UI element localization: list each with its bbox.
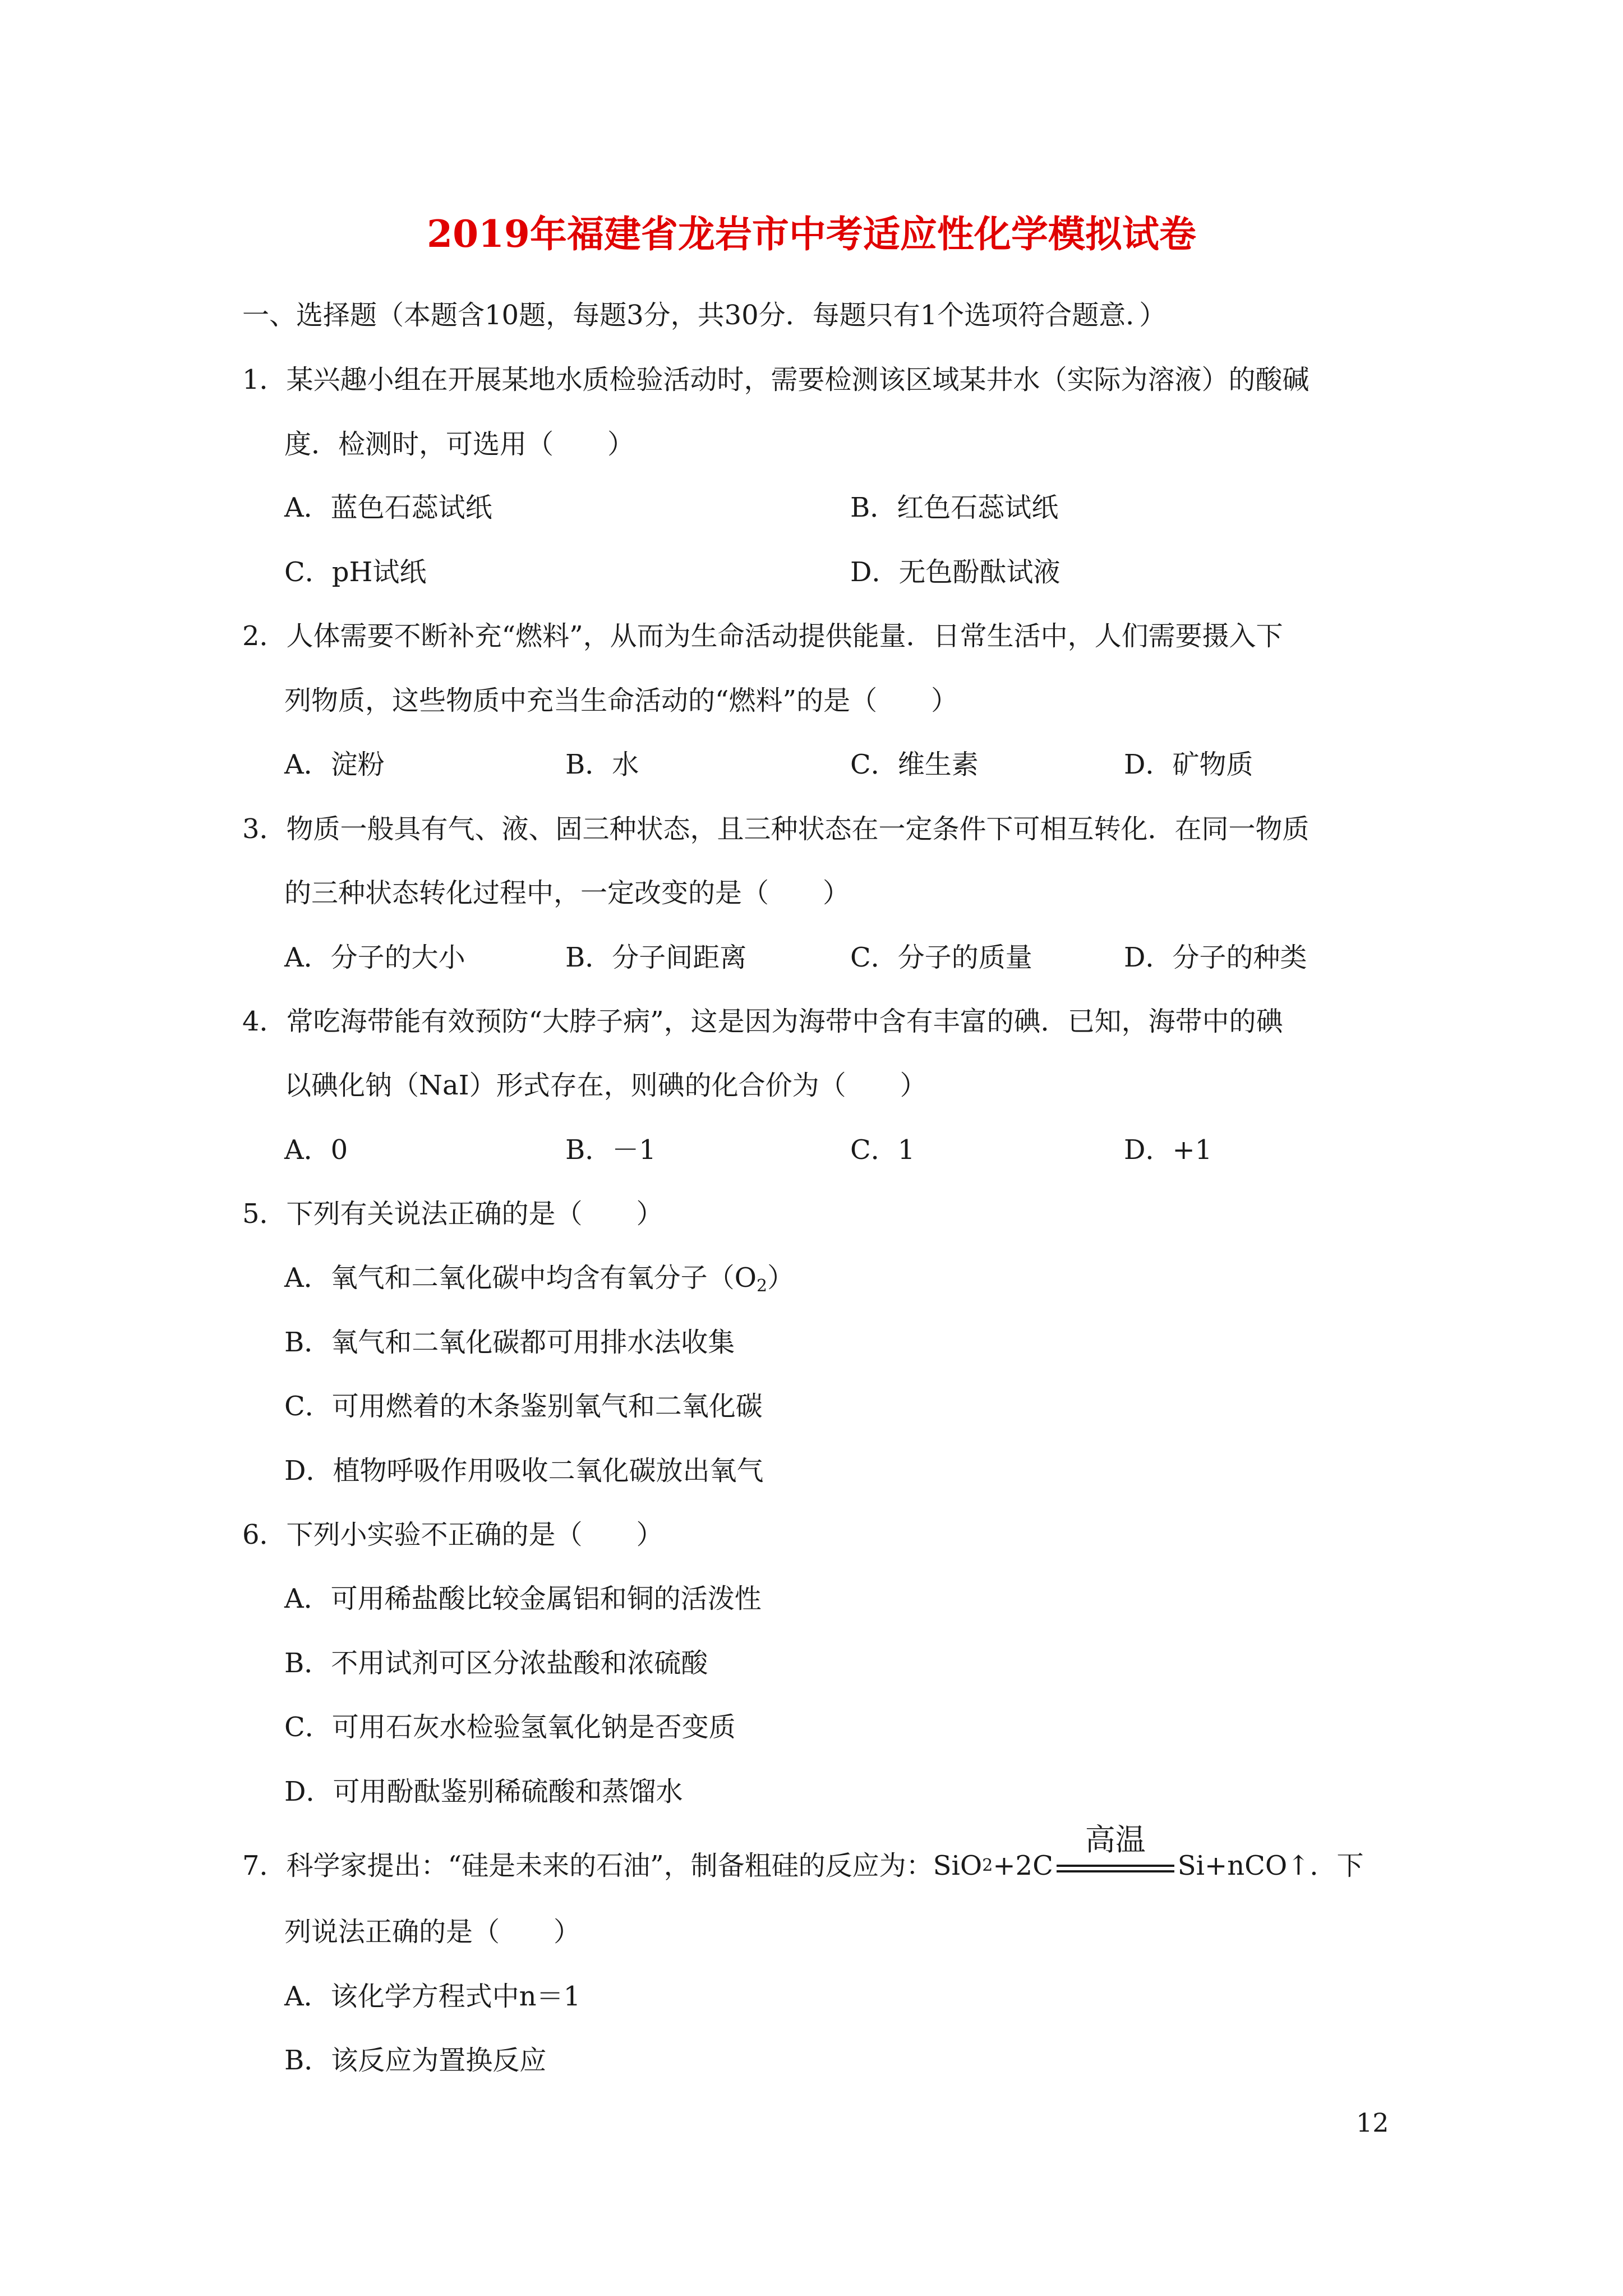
q4-option-b: B．－1: [565, 1134, 656, 1166]
q1-option-b: B．红色石蕊试纸: [850, 492, 1059, 523]
q6-option-b: B．不用试剂可区分浓盐酸和浓硫酸: [284, 1648, 708, 1679]
q6-option-c: C．可用石灰水检验氢氧化钠是否变质: [284, 1711, 736, 1743]
q4-option-d: D．+1: [1124, 1134, 1212, 1166]
page-number: 12: [1356, 2108, 1389, 2138]
q1-stem-line2: 度．检测时，可选用（ ）: [284, 429, 635, 460]
q2-stem-line2: 列物质，这些物质中充当生命活动的“燃料”的是（ ）: [284, 685, 958, 716]
q2-stem-line1: 2．人体需要不断补充“燃料”，从而为生命活动提供能量．日常生活中，人们需要摄入下: [242, 620, 1283, 652]
q3-option-b: B．分子间距离: [565, 942, 747, 973]
q5-option-b: B．氧气和二氧化碳都可用排水法收集: [284, 1327, 735, 1358]
q1-option-c: C．pH试纸: [284, 556, 427, 588]
q7-stem-line2: 列说法正确的是（ ）: [284, 1916, 581, 1948]
q5-option-a: A．氧气和二氧化碳中均含有氧分子$(O_2)$: [284, 1262, 795, 1296]
q3-stem-line1: 3．物质一般具有气、液、固三种状态，且三种状态在一定条件下可相互转化．在同一物质: [242, 813, 1310, 845]
q1-stem-line1: 1．某兴趣小组在开展某地水质检验活动时，需要检测该区域某井水（实际为溶液）的酸碱: [242, 364, 1310, 395]
q2-option-a: A．淀粉: [284, 749, 385, 780]
q5-stem: 5．下列有关说法正确的是（ ）: [242, 1198, 663, 1230]
q3-option-a: A．分子的大小: [284, 942, 465, 973]
section-heading: 一、选择题（本题含10题，每题3分，共30分．每题只有1个选项符合题意．）: [242, 300, 1166, 331]
q3-stem-line2: 的三种状态转化过程中，一定改变的是（ ）: [284, 877, 850, 909]
q6-stem: 6．下列小实验不正确的是（ ）: [242, 1519, 663, 1550]
q5-option-c: C．可用燃着的木条鉴别氧气和二氧化碳: [284, 1391, 763, 1422]
q7-option-b: B．该反应为置换反应: [284, 2045, 547, 2076]
q1-option-d: D．无色酚酞试液: [850, 556, 1061, 588]
q4-option-c: C．1: [850, 1134, 915, 1166]
q4-option-a: A．0: [284, 1134, 348, 1166]
q2-option-b: B．水: [565, 749, 639, 780]
q2-option-c: C．维生素: [850, 749, 979, 780]
q5-option-d: D．植物呼吸作用吸收二氧化碳放出氧气: [284, 1455, 764, 1487]
q4-stem-line2: 以碘化钠（NaI）形式存在，则碘的化合价为（ ）: [284, 1070, 927, 1101]
reaction-condition: 高温: [1085, 1822, 1146, 1857]
q7-stem-line1: 7．科学家提出：“硅是未来的石油”，制备粗硅的反应为：SiO 2 +2C 高温 Si+nCO↑．下: [242, 1848, 1363, 1884]
q1-option-a: A．蓝色石蕊试纸: [284, 492, 492, 523]
q6-option-d: D．可用酚酞鉴别稀硫酸和蒸馏水: [284, 1776, 683, 1807]
q6-option-a: A．可用稀盐酸比较金属铝和铜的活泼性: [284, 1583, 762, 1614]
q2-option-d: D．矿物质: [1124, 749, 1253, 780]
q3-option-d: D．分子的种类: [1124, 942, 1307, 973]
q4-stem-line1: 4．常吃海带能有效预防“大脖子病”，这是因为海带中含有丰富的碘．已知，海带中的碘: [242, 1006, 1283, 1037]
q3-option-c: C．分子的质量: [850, 942, 1032, 973]
q7-option-a: A．该化学方程式中n＝1: [284, 1981, 581, 2012]
page-title: 2019年福建省龙岩市中考适应性化学模拟试卷: [427, 212, 1196, 256]
reaction-condition-equals: [1057, 1822, 1174, 1884]
